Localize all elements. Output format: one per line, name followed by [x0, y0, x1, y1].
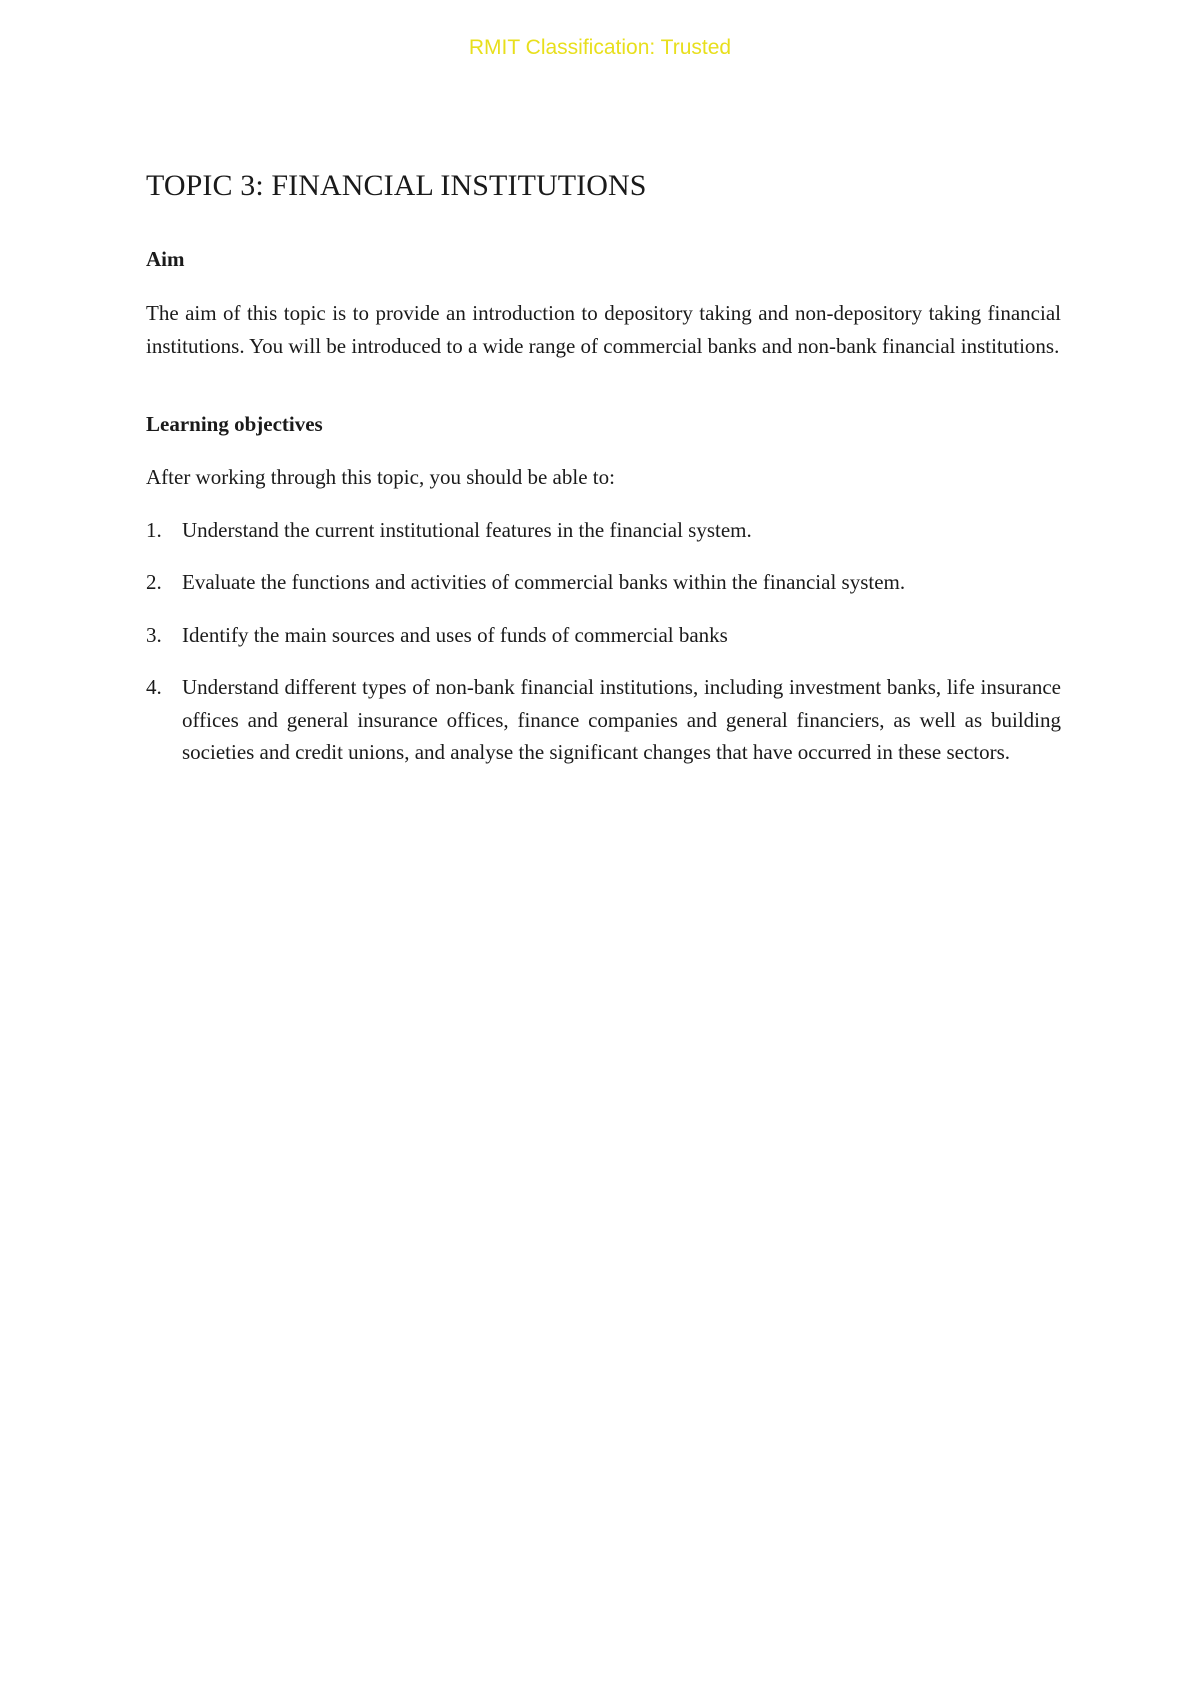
list-item-number: 2.: [146, 570, 162, 594]
list-item: [146, 514, 1061, 547]
objectives-list: [146, 514, 1061, 769]
list-item-number: 1.: [146, 517, 162, 542]
list-item-text: Understand different types of non-bank financial institutions, including investment banks, life insurance offices and general insurance offices, finance companies and general financiers, as well as building societies and credit unions, and analyse the significant changes that have occurred in these sectors.: [182, 675, 1061, 764]
list-item-number: 4.: [146, 675, 162, 699]
list-item: [146, 671, 1061, 769]
page-title: TOPIC 3: FINANCIAL INSTITUTIONS: [146, 169, 647, 202]
learning-objectives-heading: Learning objectives: [146, 412, 323, 436]
aim-paragraph: The aim of this topic is to provide an introduction to depository taking and non-depository taking financial institutions. You will be introduced to a wide range of commercial banks and non-bank financial institutions.: [146, 301, 1061, 358]
document-content: [146, 168, 1061, 769]
list-item: [146, 619, 1061, 652]
list-item: [146, 566, 1061, 599]
list-item-text: Understand the current institutional features in the financial system.: [182, 517, 752, 542]
classification-label: RMIT Classification: Trusted: [468, 36, 732, 59]
list-item-text: Identify the main sources and uses of funds of commercial banks: [182, 622, 728, 647]
aim-heading: Aim: [146, 247, 185, 271]
list-item-number: 3.: [146, 622, 162, 647]
objectives-intro: After working through this topic, you should be able to:: [146, 465, 615, 489]
list-item-text: Evaluate the functions and activities of commercial banks within the financial system.: [182, 570, 906, 594]
